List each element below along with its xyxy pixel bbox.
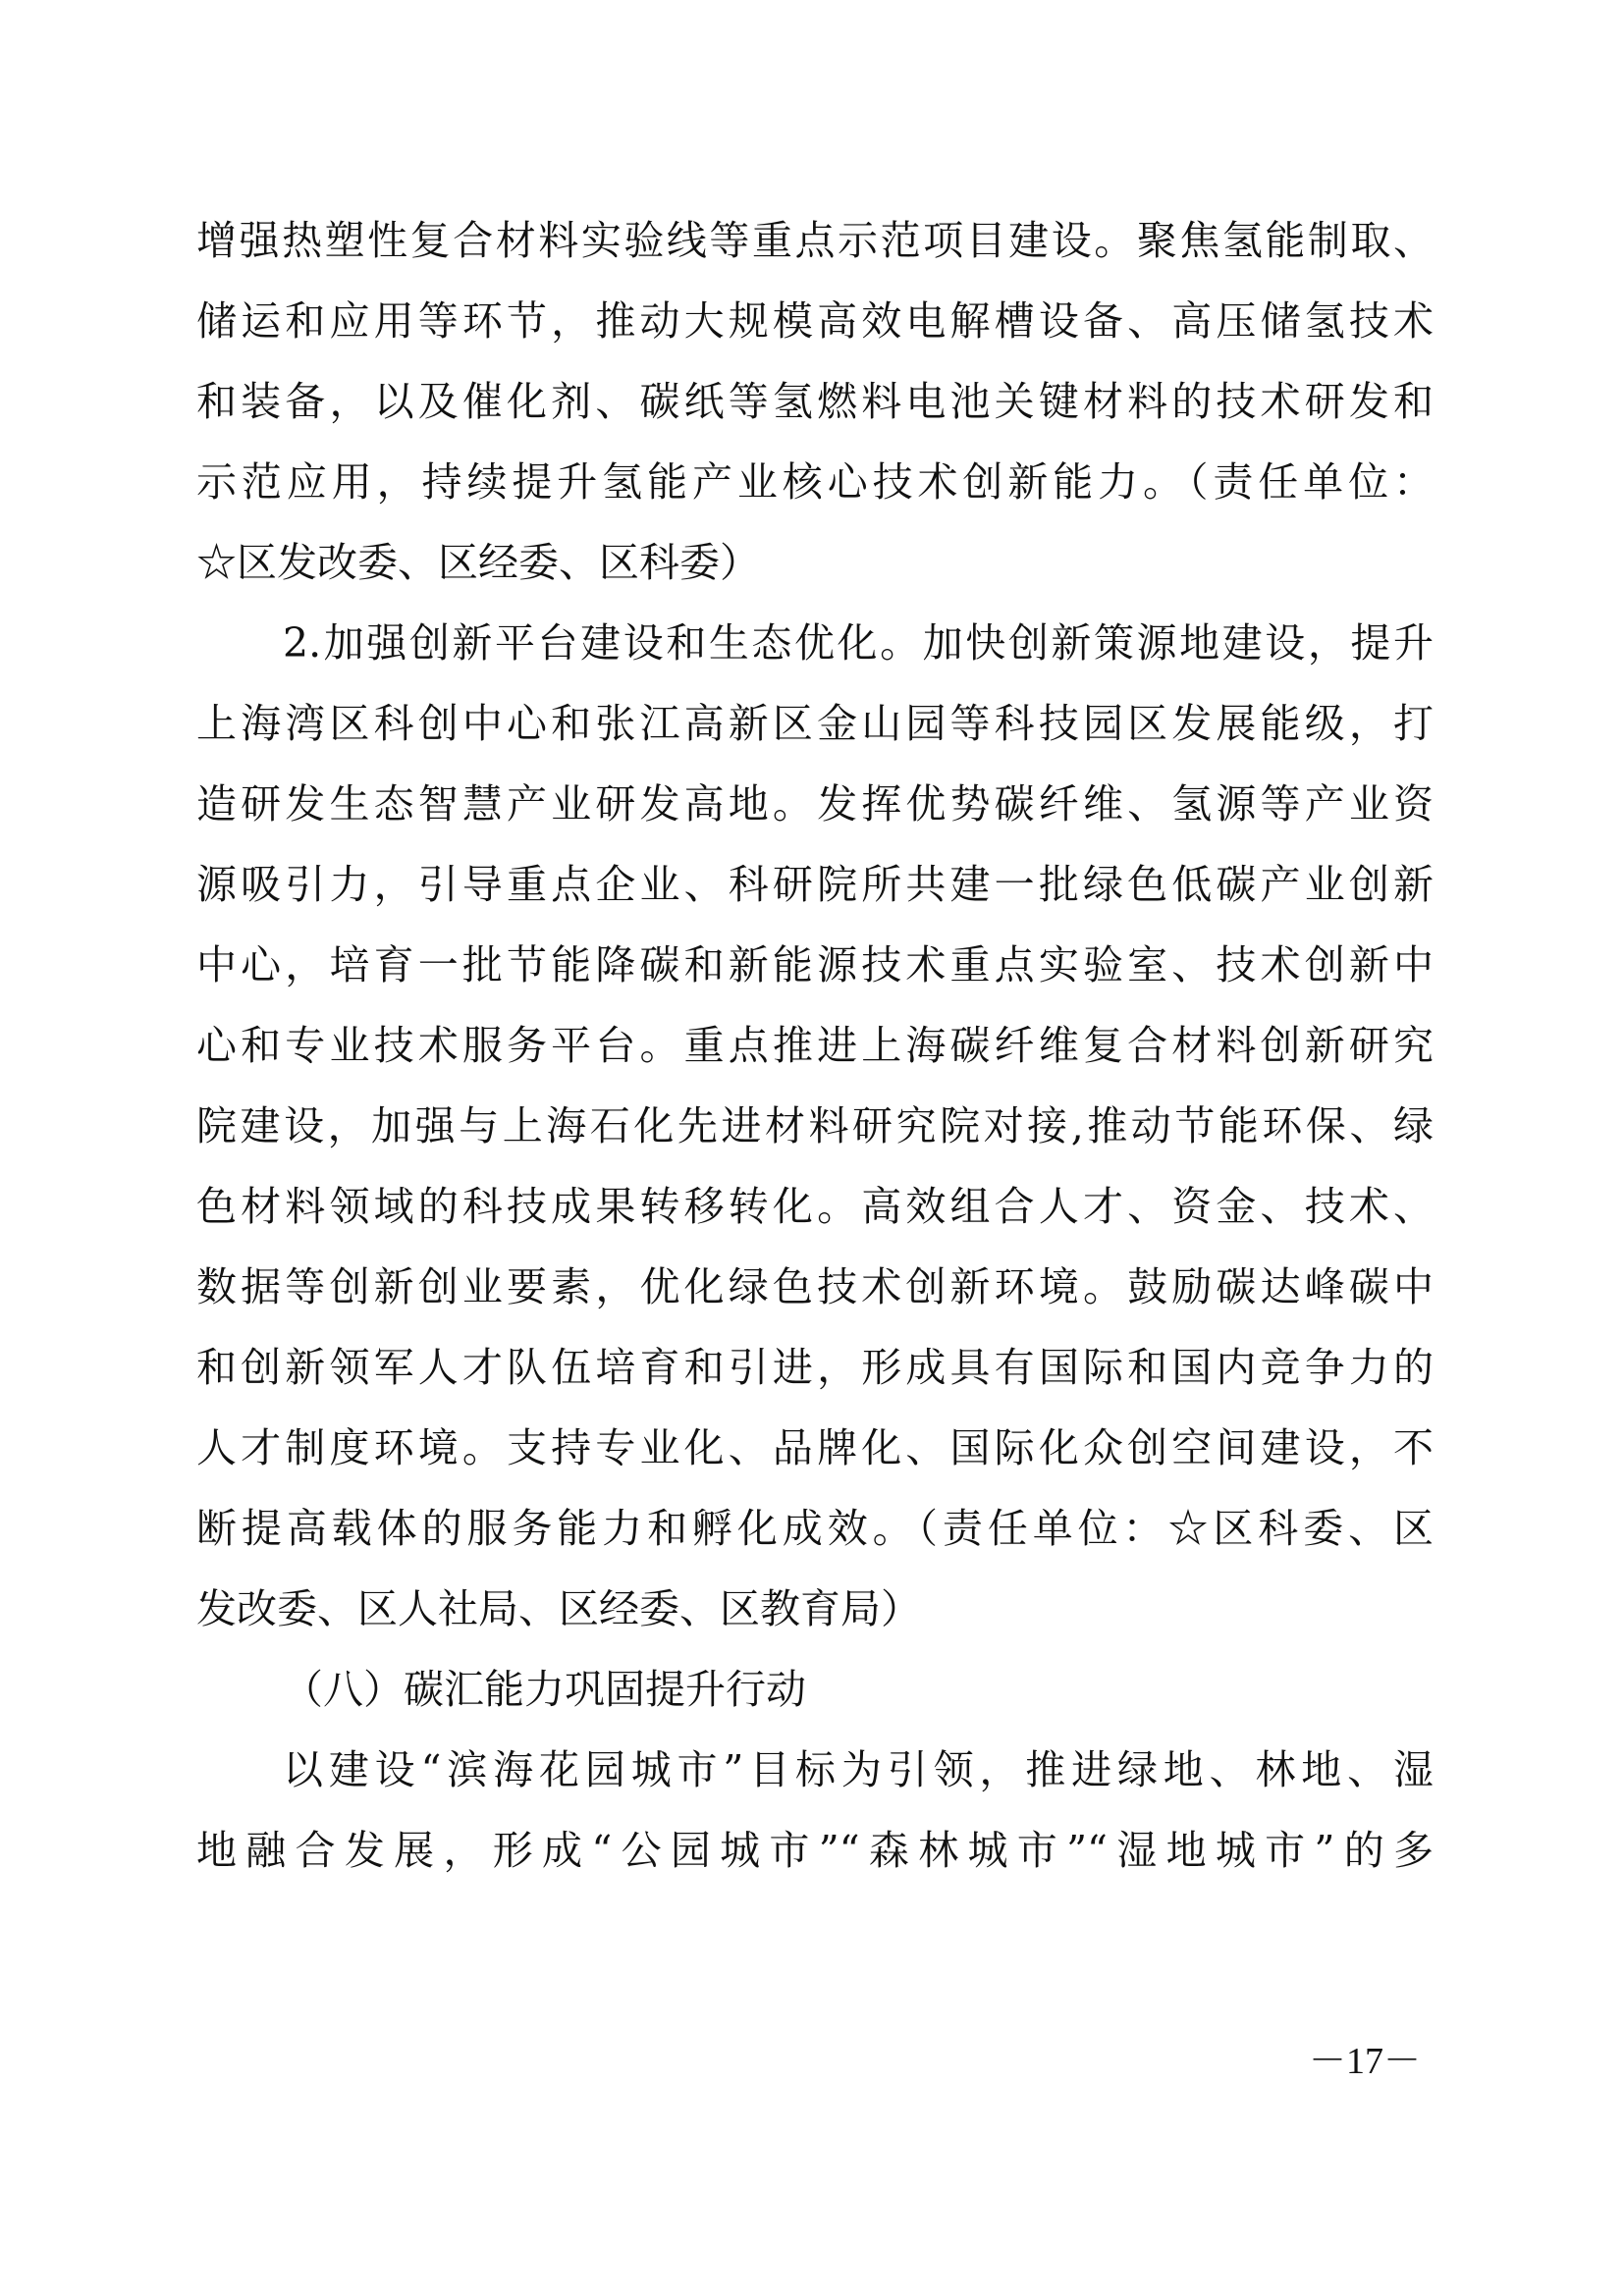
text-line: 储运和应用等环节，推动大规模高效电解槽设备、高压储氢技术	[196, 297, 1434, 345]
text-line: 院建设，加强与上海石化先进材料研究院对接,推动节能环保、绿	[196, 1102, 1434, 1149]
text-line: 上海湾区科创中心和张江高新区金山园等科技园区发展能级，打	[196, 700, 1434, 747]
text-line: 以建设“滨海花园城市”目标为引领，推进绿地、林地、湿	[283, 1746, 1434, 1793]
text-line: 人才制度环境。支持专业化、品牌化、国际化众创空间建设，不	[196, 1424, 1434, 1471]
text-line: 和创新领军人才队伍培育和引进，形成具有国际和国内竞争力的	[196, 1344, 1434, 1391]
responsibility-units: ☆区发改委、区经委、区科委）	[196, 539, 760, 586]
text-line: 中心，培育一批节能降碳和新能源技术重点实验室、技术创新中	[196, 941, 1434, 988]
text-line: 示范应用，持续提升氢能产业核心技术创新能力。（责任单位：	[196, 458, 1434, 506]
text-line: 地融合发展，形成“公园城市”“森林城市”“湿地城市”的多	[196, 1827, 1434, 1874]
text-line: 源吸引力，引导重点企业、科研院所共建一批绿色低碳产业创新	[196, 861, 1434, 908]
section-heading: （八）碳汇能力巩固提升行动	[283, 1666, 806, 1713]
text-line: 造研发生态智慧产业研发高地。发挥优势碳纤维、氢源等产业资	[196, 780, 1434, 828]
text-line: 色材料领域的科技成果转移转化。高效组合人才、资金、技术、	[196, 1183, 1434, 1230]
text-line: 断提高载体的服务能力和孵化成效。（责任单位：☆区科委、区	[196, 1505, 1434, 1552]
responsibility-units: 发改委、区人社局、区经委、区教育局）	[196, 1585, 921, 1632]
text-line: 心和专业技术服务平台。重点推进上海碳纤维复合材料创新研究	[196, 1022, 1434, 1069]
page-number: －17－	[1308, 2041, 1421, 2082]
text-line: 增强热塑性复合材料实验线等重点示范项目建设。聚焦氢能制取、	[196, 217, 1434, 264]
text-line: 和装备，以及催化剂、碳纸等氢燃料电池关键材料的技术研发和	[196, 378, 1434, 425]
subsection-title-line: 2.加强创新平台建设和生态优化。加快创新策源地建设，提升	[283, 619, 1434, 667]
text-line: 数据等创新创业要素，优化绿色技术创新环境。鼓励碳达峰碳中	[196, 1263, 1434, 1310]
